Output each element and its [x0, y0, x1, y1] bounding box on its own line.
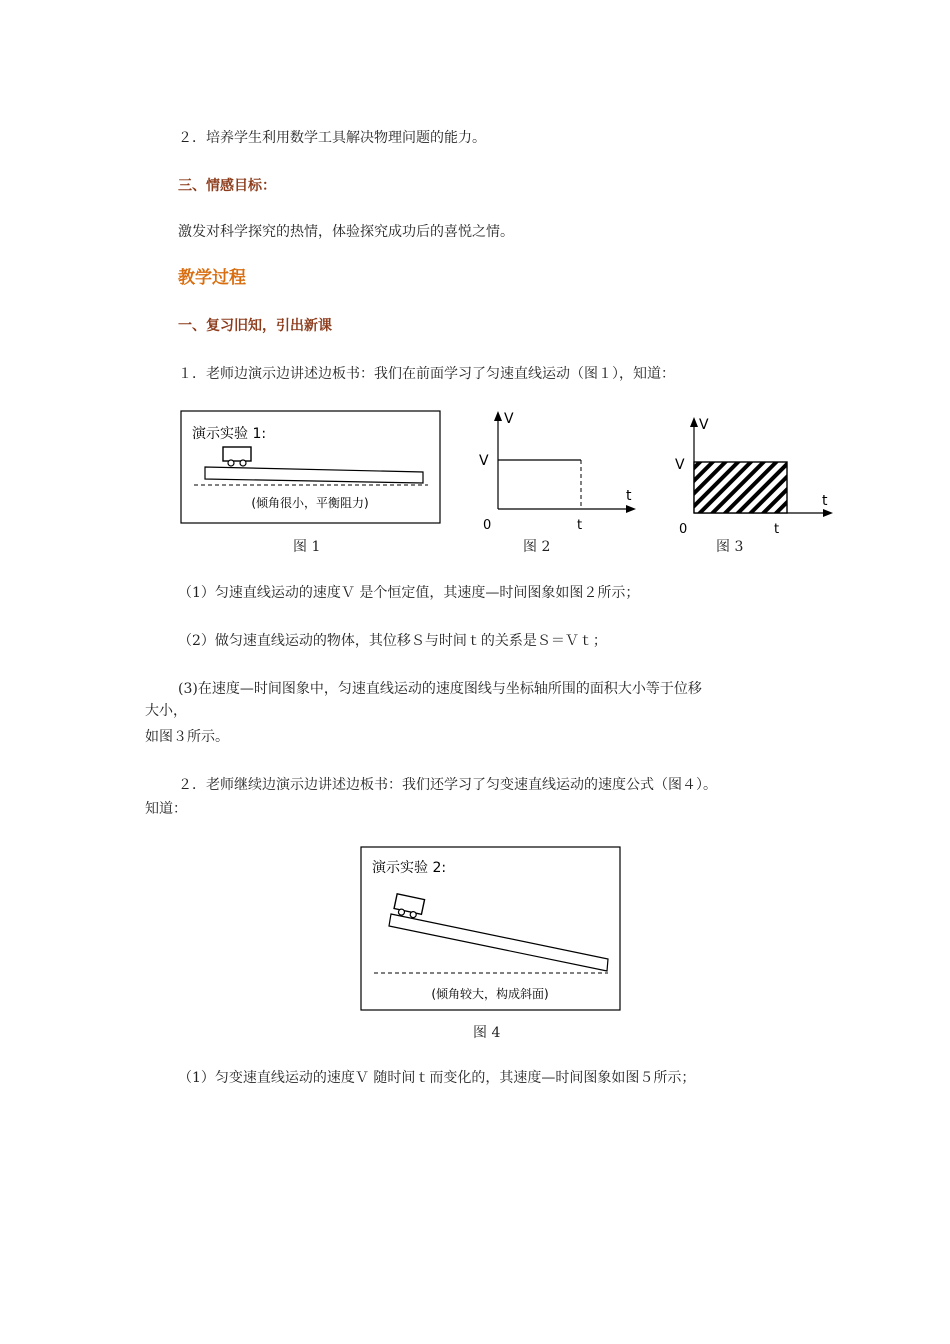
figure-3-t-axis-label: t [822, 493, 828, 509]
figure-4-caption: 图 4 [473, 1025, 501, 1041]
point-3-text-end: 如图３所示。 [145, 729, 229, 745]
figure-2-v-level-label: V [479, 453, 489, 469]
figure-4 [360, 846, 624, 1014]
figure-3-origin-label: 0 [679, 522, 688, 537]
figure-4-title: 演示实验 2: [372, 860, 447, 876]
point-3-text: (3)在速度—时间图象中，匀速直线运动的速度图线与坐标轴所围的面积大小等于位移 [178, 681, 702, 697]
point-3-text-cont: 大小， [145, 703, 187, 719]
figure-1-title: 演示实验 1: [192, 426, 267, 442]
figure-3-v-level-label: V [675, 457, 685, 473]
figure-2-caption: 图 2 [523, 539, 551, 555]
figure-1-note: (倾角很小，平衡阻力) [251, 496, 369, 510]
figure-2-velocity-time-graph [470, 405, 650, 535]
figure-1 [180, 410, 442, 526]
heading-review: 一、复习旧知，引出新课 [178, 318, 332, 334]
figure-2-origin-label: 0 [483, 518, 492, 533]
figure-3-v-axis-label: V [699, 417, 709, 433]
uniform-accel-point-1: （1）匀变速直线运动的速度Ｖ 随时间ｔ而变化的，其速度—时间图象如图５所示； [178, 1070, 696, 1086]
heading-teaching-process: 教学过程 [178, 268, 246, 288]
figure-3-t-mark-label: t [774, 522, 780, 537]
point-1-text: （1）匀速直线运动的速度Ｖ 是个恒定值，其速度—时间图象如图２所示； [178, 585, 640, 601]
emotion-goal-text: 激发对科学探究的热情，体验探究成功后的喜悦之情。 [178, 224, 514, 240]
step-2-text: ２．老师继续边演示边讲述边板书：我们还学习了匀变速直线运动的速度公式（图４）。 [178, 777, 717, 793]
step-1-text: １．老师边演示边讲述边板书：我们在前面学习了匀速直线运动（图１），知道： [178, 366, 675, 382]
figure-2-t-mark-label: t [577, 518, 583, 533]
figure-3-area-graph [665, 405, 845, 539]
objective-2: ２．培养学生利用数学工具解决物理问题的能力。 [178, 130, 486, 146]
figure-1-caption: 图 1 [293, 539, 321, 555]
step-2-text-cont: 知道： [145, 801, 187, 817]
point-2-text: （2）做匀速直线运动的物体，其位移Ｓ与时间ｔ的关系是Ｓ＝Ｖｔ； [178, 633, 607, 649]
figure-2-t-axis-label: t [626, 488, 632, 504]
heading-emotion-goals: 三、情感目标： [178, 178, 276, 194]
figure-4-note: (倾角较大，构成斜面) [431, 987, 549, 1001]
figure-2-v-axis-label: V [504, 411, 514, 427]
figure-3-caption: 图 3 [716, 539, 744, 555]
